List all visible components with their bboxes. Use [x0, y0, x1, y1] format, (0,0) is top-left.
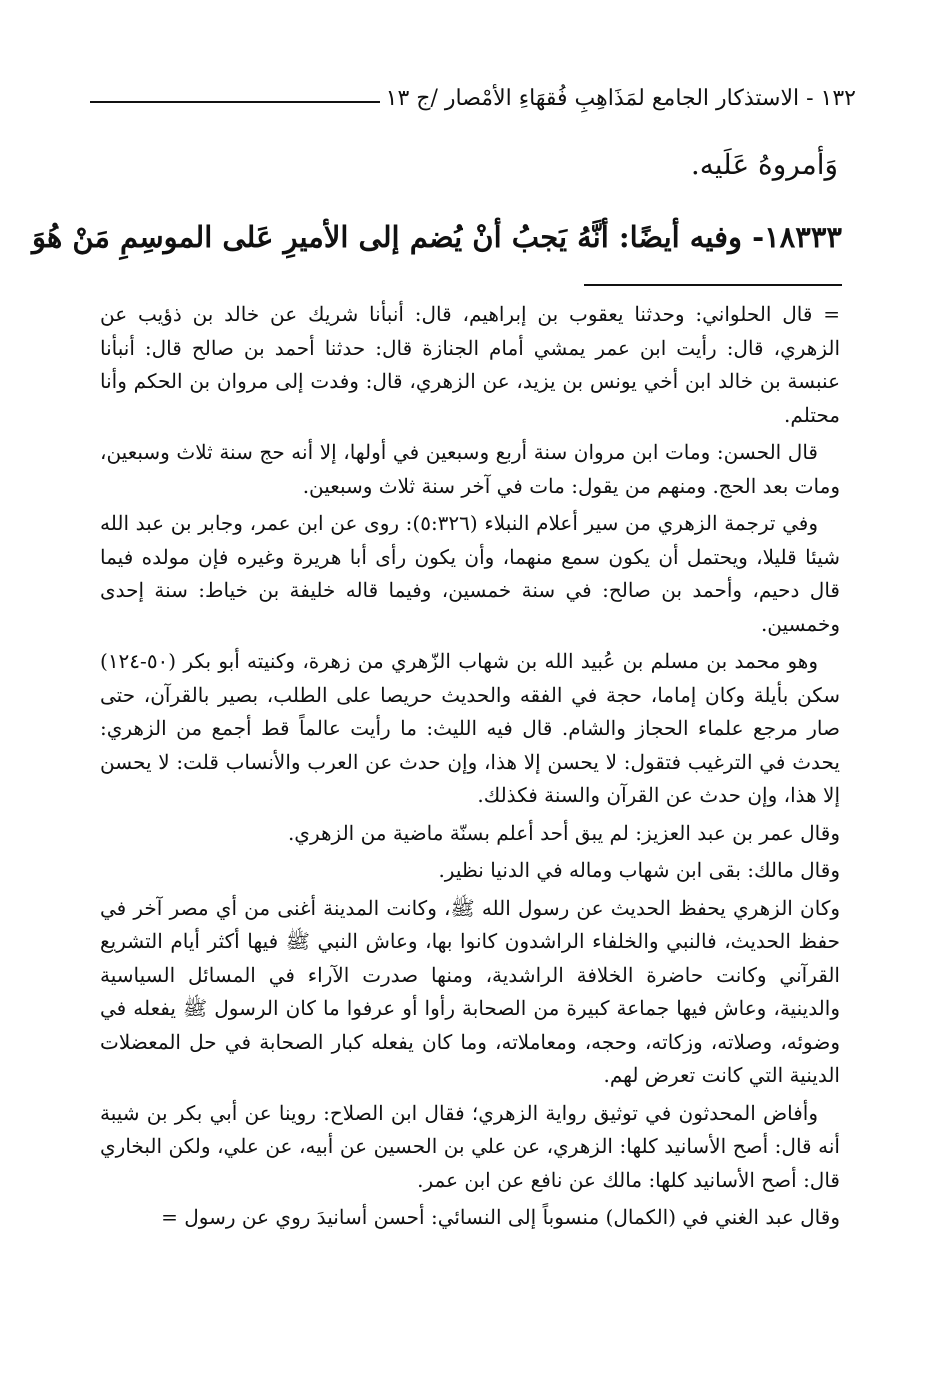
running-head — [90, 80, 856, 116]
footnote-block — [100, 298, 840, 1239]
footnote-paragraph: = قال الحلواني: وحدثنا يعقوب بن إبراهيم، قال: أنبأنا شريك عن خالد بن ذؤيب عن الزهري، قال: رأيت ابن عمر يمشي أمام الجنازة قال: حدثنا أحمد بن صالح قال: أنبأنا عنبسة بن خالد ابن أخي يونس بن يزيد، عن الزهري، قال: وفدت إلى مروان بن الحكم وأنا محتلم. — [100, 302, 841, 427]
footnote-paragraph: وكان الزهري يحفظ الحديث عن رسول الله ﷺ، وكانت المدينة أغنى من أي مصر آخر في حفظ الحديث، فالنبي والخلفاء الراشدون كانوا بها، وعاش النبي ﷺ فيها أكثر أيام التشريع القرآني وكانت حاضرة الخلافة الراشدية، ومنها صدرت الآراء في المسائل السياسية والدينية، وعاش فيها جماعة كبيرة من الصحابة رأوا أو عرفوا ما كان الرسول ﷺ يفعله في وضوئه، وصلاته، وزكاته، وحجه، ومعاملاته، وما كان يفعله كبار الصحابة في حل المعضلات الدينية التي كانت تعرض لهم. — [100, 895, 840, 1087]
footnote-paragraph: وقال مالك: بقى ابن شهاب وماله في الدنيا نظير. — [438, 858, 840, 882]
footnote-paragraph: وهو محمد بن مسلم بن عُبيد الله بن شهاب الزّهري من زهرة، وكنيته أبو بكر (٥٠-١٢٤) سكن بأيلة وكان إماما، حجة في الفقه والحديث حريصا على الطلب، بصير بالقرآن، حتى صار مرجع علماء الحجاز والشام. قال فيه الليث: ما رأيت عالماً قط أجمع من الزهري: يحدث في الترغيب فتقول: لا يحسن إلا هذا، وإن حدث عن العرب والأنساب قلت: لا يحسن إلا هذا، وإن حدث عن القرآن والسنة فكذلك. — [100, 649, 840, 807]
footnote-paragraph: وقال عمر بن عبد العزيز: لم يبق أحد أعلم بسنّة ماضية من الزهري. — [287, 820, 840, 845]
footnote-paragraph: وقال عبد الغني في (الكمال) منسوباً إلى النسائي: أحسن أسانيدَ روي عن رسول = — [161, 1205, 840, 1229]
footnote-paragraph: وأفاض المحدثون في توثيق رواية الزهري؛ فقال ابن الصلاح: روينا عن أبي بكر بن شيبة أنه قال: أصح الأسانيد كلها: الزهري، عن علي بن الحسين عن أبيه، عن علي، ولكن البخاري قال: أصح الأسانيد كلها: مالك عن نافع عن ابن عمر. — [100, 1100, 840, 1192]
footnote-paragraph: وفي ترجمة الزهري من سير أعلام النبلاء (٥:٣٢٦): روى عن ابن عمر، وجابر بن عبد الله شيئا قليلا، ويحتمل أن يكون سمع منهما، وأن يكون رأى أبا هريرة وغيره فإن مولده فيما قال دحيم، وأحمد بن صالح: في سنة خمسين، وفيما قاله خليفة بن خياط: سنة إحدى وخمسين. — [100, 511, 840, 636]
running-head-text: ١٣٢ - الاستذكار الجامع لمَذَاهِبِ فُقهَاءِ الأمْصار /ج ١٣ — [385, 85, 856, 111]
header-rule — [90, 101, 380, 103]
main-text-line-2: ١٨٣٣٣- وفيه أيضًا: أنَّهُ يَجبُ أنْ يُضم إلى الأميرِ عَلى الموسِمِ مَنْ هُوَ — [31, 220, 842, 254]
footnote-paragraph: قال الحسن: ومات ابن مروان سنة أربع وسبعين في أولها، إلا أنه حج سنة ثلاث وسبعين، ومات بعد الحج. ومنهم من يقول: مات في آخر سنة ثلاث وسبعين. — [100, 440, 840, 498]
footnote-separator — [584, 284, 842, 286]
main-text-line-1: وَأمروهُ عَلَيه. — [690, 148, 838, 181]
